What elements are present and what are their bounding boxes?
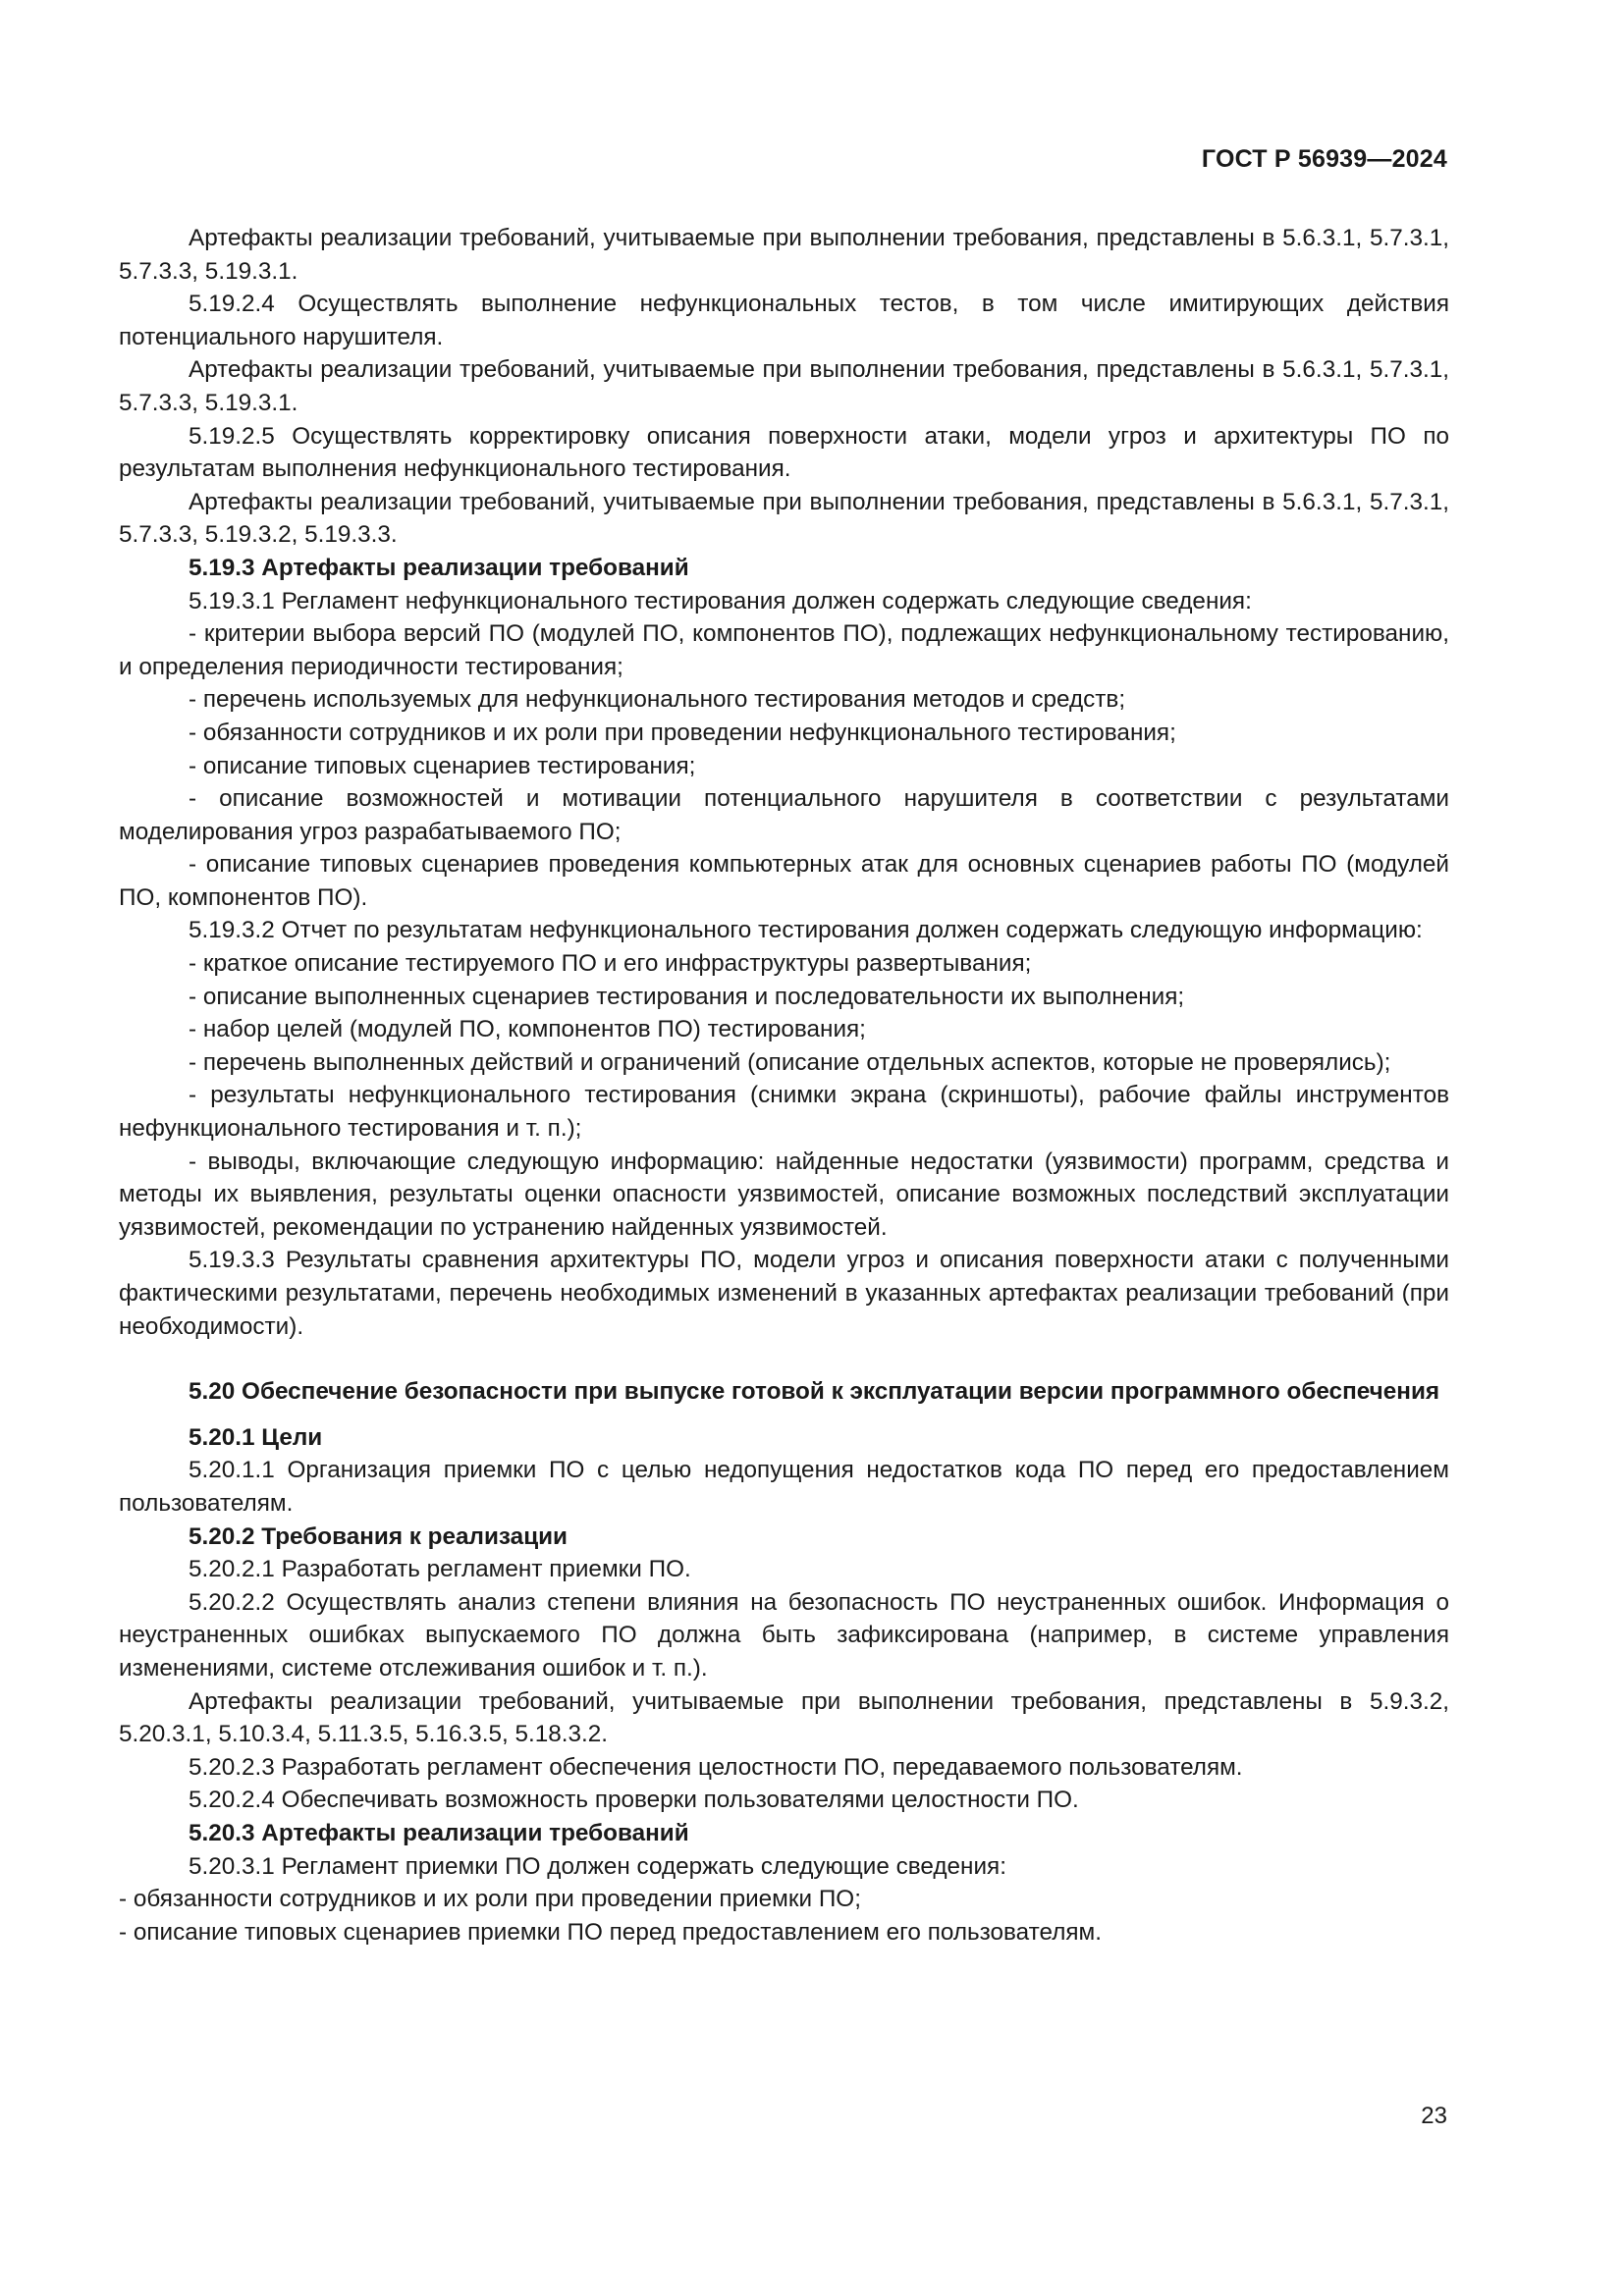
document-header-id: ГОСТ Р 56939—2024 — [1201, 145, 1447, 173]
list-item: - обязанности сотрудников и их роли при проведении нефункционального тестирования; — [189, 719, 1176, 746]
paragraph: 5.20.2.1 Разработать регламент приемки ПО. — [189, 1556, 691, 1583]
paragraph: 5.20.2.2 Осуществлять анализ степени влияния на безопасность ПО неустраненных ошибок. Информация о неустраненных ошибках выпускаемого ПО должна быть зафиксирована (например, в системе управления изменениями, системе отслеживания ошибок и т. п.). — [119, 1588, 1449, 1682]
list-item: - перечень используемых для нефункционального тестирования методов и средств; — [189, 686, 1126, 714]
list-item: - выводы, включающие следующую информацию: найденные недостатки (уязвимости) программ, средства и методы их выявления, результаты оценки опасности уязвимостей, описание возможных последствий эксплуатации уязвимостей, рекомендации по устранению найденных уязвимостей. — [119, 1148, 1449, 1241]
paragraph: 5.19.3.3 Результаты сравнения архитектуры ПО, модели угроз и описания поверхности атаки с полученными фактическими результатами, перечень необходимых изменений в указанных артефактах реализации требований (при необходимости). — [119, 1247, 1449, 1340]
paragraph: Артефакты реализации требований, учитываемые при выполнении требования, представлены в 5.6.3.1, 5.7.3.1, 5.7.3.3, 5.19.3.2, 5.19.3.3. — [119, 488, 1449, 549]
subsection-heading: 5.19.3 Артефакты реализации требований — [189, 554, 689, 581]
paragraph: 5.19.2.4 Осуществлять выполнение нефункциональных тестов, в том числе имитирующих действия потенциального нарушителя. — [119, 291, 1449, 350]
list-item: - результаты нефункционального тестирования (снимки экрана (скриншоты), рабочие файлы инструментов нефункционального тестирования и т. п.); — [119, 1082, 1449, 1143]
subsection-heading: 5.20.1 Цели — [189, 1423, 323, 1451]
list-item: - описание выполненных сценариев тестирования и последовательности их выполнения; — [189, 983, 1185, 1010]
section-heading: 5.20 Обеспечение безопасности при выпуске готовой к эксплуатации версии программного обеспечения — [189, 1378, 1440, 1406]
paragraph: Артефакты реализации требований, учитываемые при выполнении требования, представлены в 5.6.3.1, 5.7.3.1, 5.7.3.3, 5.19.3.1. — [119, 356, 1449, 416]
paragraph: 5.19.3.1 Регламент нефункционального тестирования должен содержать следующие сведения: — [189, 587, 1252, 614]
paragraph: 5.20.2.3 Разработать регламент обеспечения целостности ПО, передаваемого пользователям. — [189, 1753, 1243, 1781]
list-item: - описание возможностей и мотивации потенциального нарушителя в соответствии с результатами моделирования угроз разрабатываемого ПО; — [119, 785, 1449, 845]
paragraph: 5.20.1.1 Организация приемки ПО с целью недопущения недостатков кода ПО перед его предоставлением пользователям. — [119, 1457, 1449, 1517]
list-item: - краткое описание тестируемого ПО и его инфраструктуры развертывания; — [189, 950, 1032, 978]
list-item: - критерии выбора версий ПО (модулей ПО, компонентов ПО), подлежащих нефункциональному тестированию, и определения периодичности тестирования; — [119, 620, 1449, 680]
paragraph: 5.20.2.4 Обеспечивать возможность проверки пользователями целостности ПО. — [189, 1787, 1079, 1814]
list-item: - перечень выполненных действий и ограничений (описание отдельных аспектов, которые не проверялись); — [189, 1048, 1391, 1076]
list-item: - описание типовых сценариев тестирования; — [189, 752, 696, 779]
document-body — [119, 222, 1449, 1949]
subsection-heading: 5.20.3 Артефакты реализации требований — [189, 1819, 689, 1846]
list-item: - обязанности сотрудников и их роли при проведении приемки ПО; — [119, 1886, 861, 1913]
paragraph: Артефакты реализации требований, учитываемые при выполнении требования, представлены в 5.6.3.1, 5.7.3.1, 5.7.3.3, 5.19.3.1. — [119, 225, 1449, 285]
list-item: - описание типовых сценариев приемки ПО перед предоставлением его пользователям. — [119, 1918, 1103, 1946]
paragraph: 5.19.2.5 Осуществлять корректировку описания поверхности атаки, модели угроз и архитектуры ПО по результатам выполнения нефункционального тестирования. — [119, 422, 1449, 483]
paragraph: Артефакты реализации требований, учитываемые при выполнении требования, представлены в 5.9.3.2, 5.20.3.1, 5.10.3.4, 5.11.3.5, 5.16.3.5, 5.18.3.2. — [119, 1687, 1449, 1748]
paragraph: 5.20.3.1 Регламент приемки ПО должен содержать следующие сведения: — [189, 1852, 1006, 1880]
list-item: - набор целей (модулей ПО, компонентов ПО) тестирования; — [189, 1016, 866, 1043]
paragraph: 5.19.3.2 Отчет по результатам нефункционального тестирования должен содержать следующую информацию: — [189, 917, 1423, 944]
list-item: - описание типовых сценариев проведения компьютерных атак для основных сценариев работы ПО (модулей ПО, компонентов ПО). — [119, 851, 1449, 911]
page-number: 23 — [1421, 2103, 1447, 2129]
subsection-heading: 5.20.2 Требования к реализации — [189, 1522, 568, 1550]
